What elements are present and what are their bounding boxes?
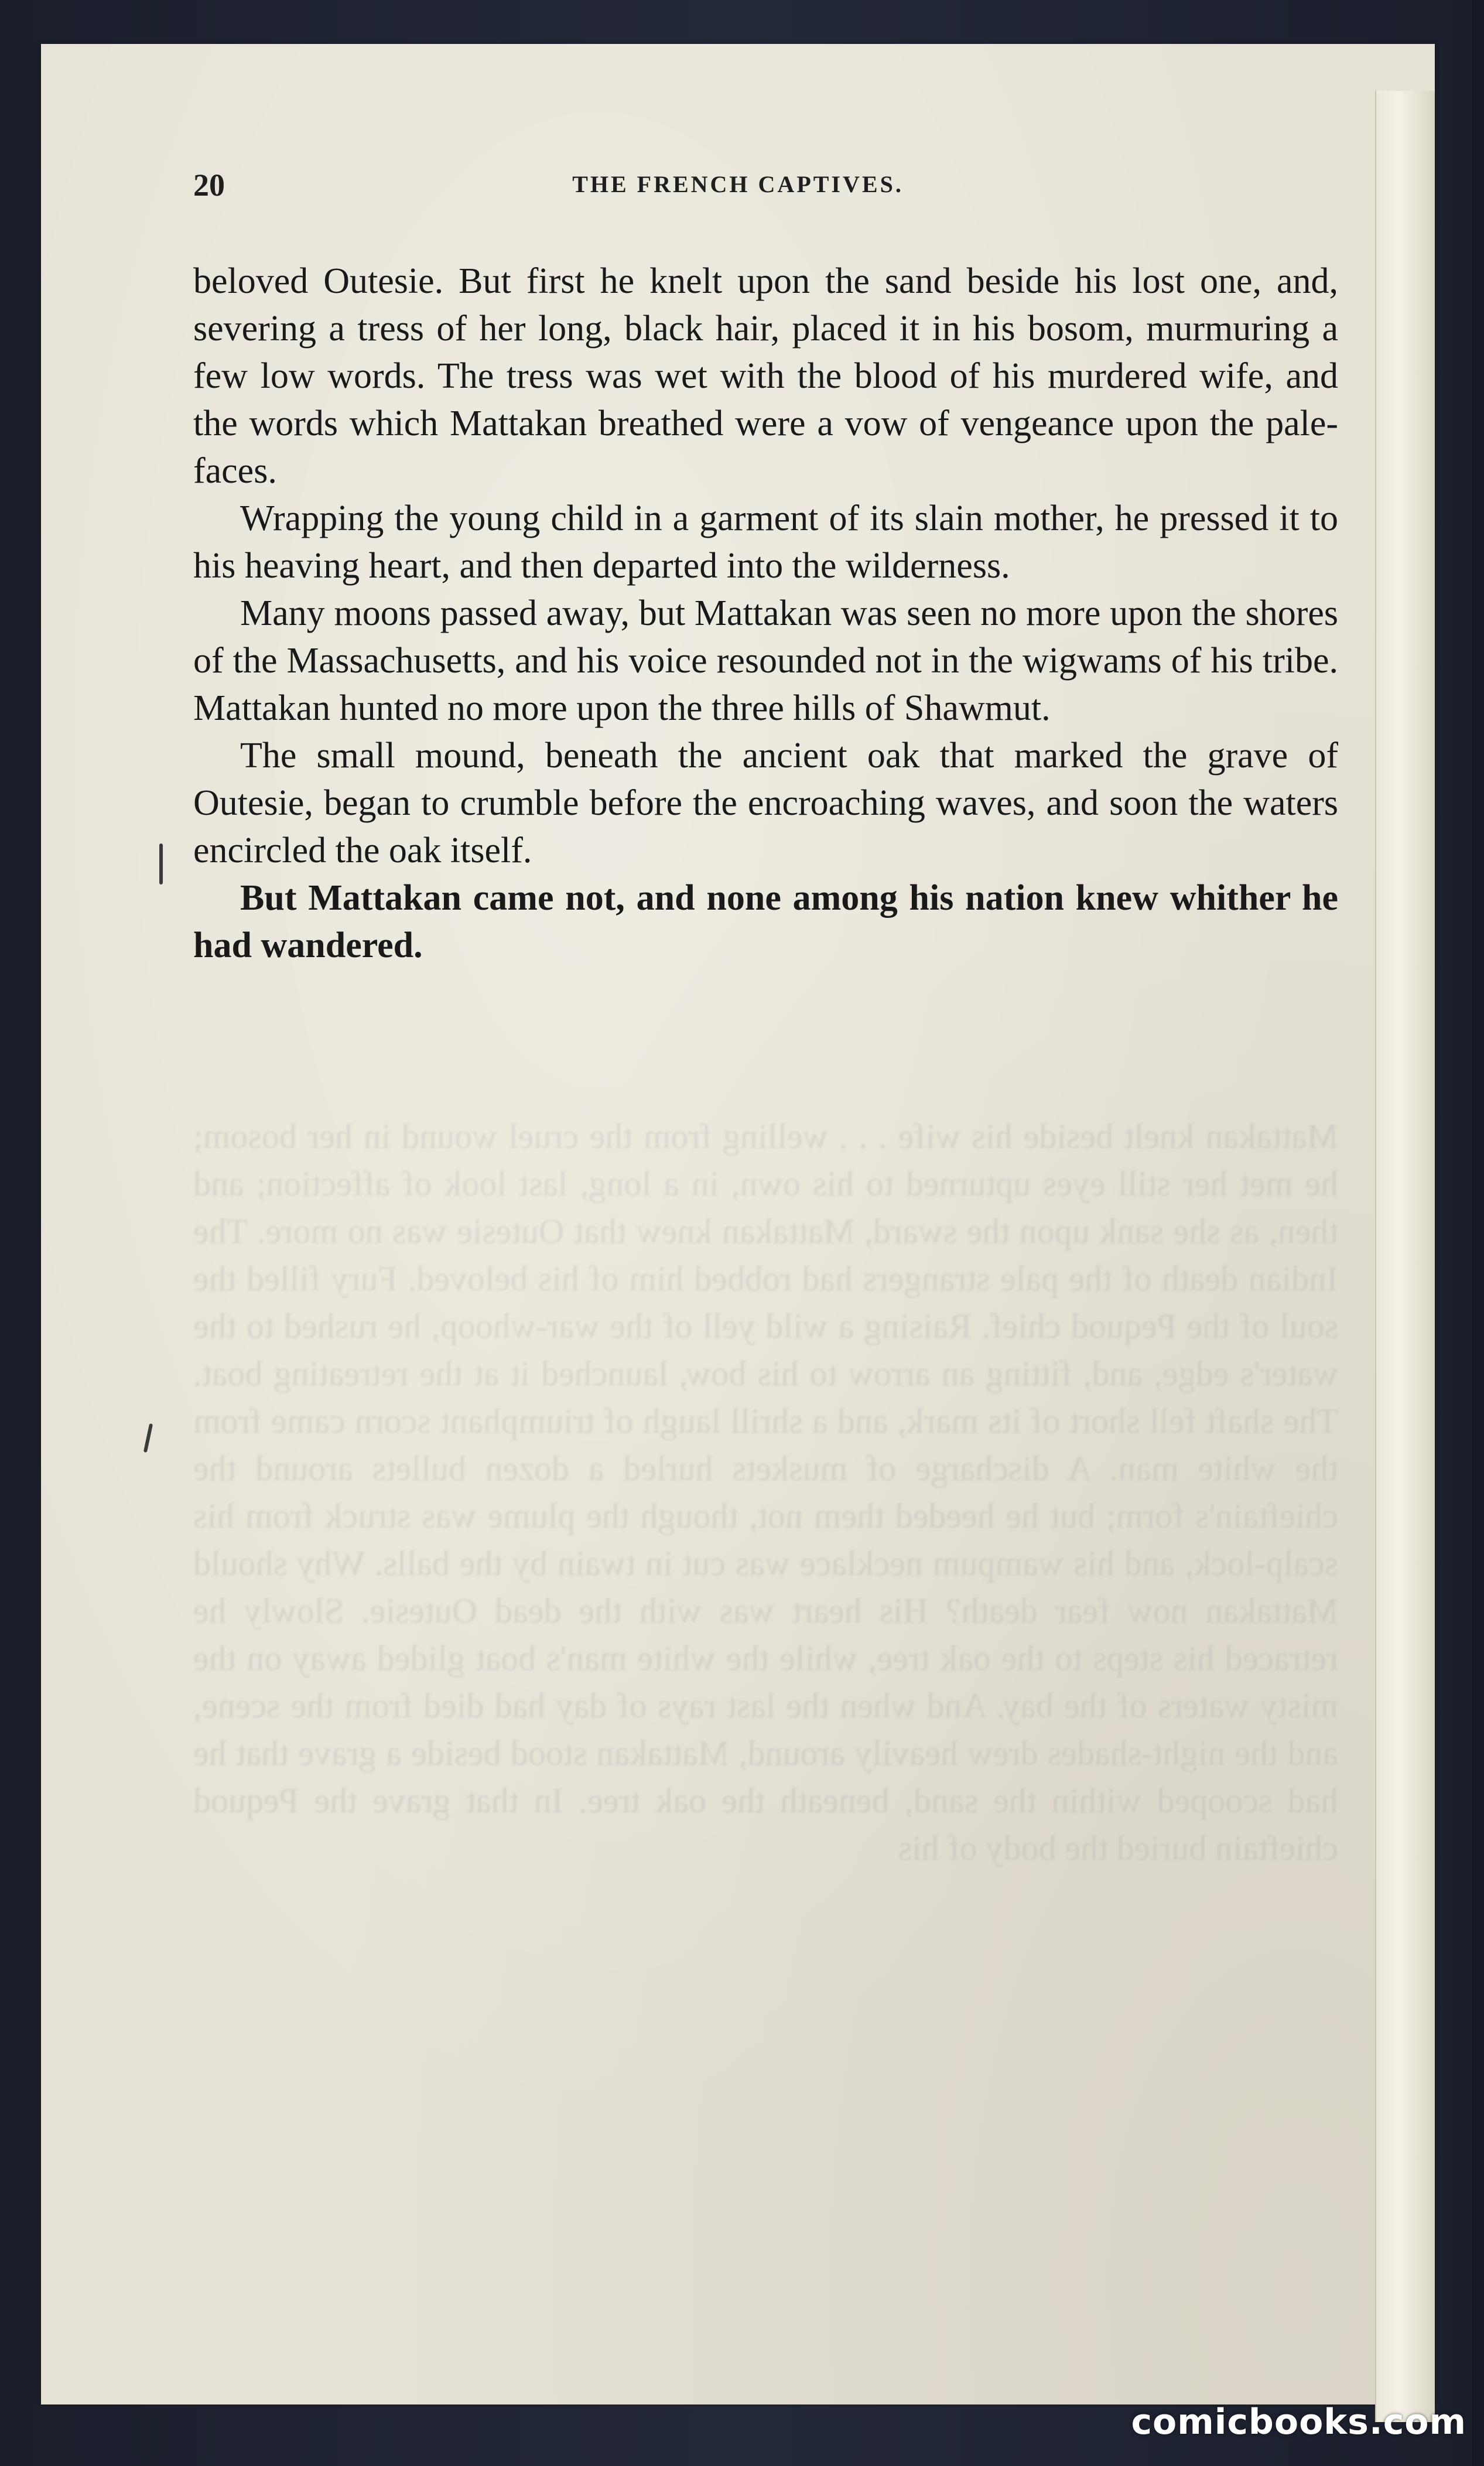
running-title: THE FRENCH CAPTIVES.: [572, 171, 904, 197]
paragraph: But Mattakan came not, and none among his nation knew whither he had wandered.: [193, 878, 1338, 965]
paragraph: beloved Outesie. But first he knelt upon the sand beside his lost one, and, severing a tress of her long, black hair, placed it in his bosom, murmuring a few low words. The tress was wet with the blood of his murdered wife, and the words which Mattakan breathed were a vow of vengeance upon the pale-faces.: [193, 261, 1338, 491]
paragraph: Many moons passed away, but Mattakan was seen no more upon the shores of the Massachusetts, and his voice resounded not in the wigwams of his tribe. Mattakan hunted no more upon the three hills of Shawmut.: [193, 593, 1338, 728]
page-header: [158, 167, 1318, 208]
book-spine-strip: [1472, 0, 1484, 2466]
bleed-through-text: Mattakan knelt beside his wife . . . welling from the cruel wound in her bosom; he met her still eyes upturned to his own, in a long, last look of affection; and then, as she sank upon the sward, Mattakan knew that Outesie was no more. The Indian death of the pale strangers had robbed him of his beloved. Fury filled the soul of the Pequod chief. Raising a wild yell of the war-whoop, he rushed to the water's edge, and, fitting an arrow to his bow, launched it at the retreating boat. The shaft fell short of its mark, and a shrill laugh of triumphant scorn came from the white man. A discharge of muskets hurled a dozen bullets around the chieftain's form; but he heeded them not, though the plume was struck from his scalp-lock, and his wampum necklace was cut in twain by the balls. Why should Mattakan now fear death? His heart was with the dead Outesie. Slowly he retraced his steps to the oak tree, while the white man's boat glided away on the misty waters of the bay. And when the last rays of day had died from the scene, and the night-shades drew heavily around, Mattakan stood beside a grave that he had scooped within the sand, beneath the oak tree. In that grave the Pequod chieftain buried the body of his: [193, 1117, 1338, 1867]
paragraph: The small mound, beneath the ancient oak that marked the grave of Outesie, began to crumble before the encroaching waves, and soon the waters encircled the oak itself.: [193, 736, 1338, 870]
paragraph: Wrapping the young child in a garment of its slain mother, he pressed it to his heaving heart, and then departed into the wilderness.: [193, 498, 1338, 586]
body-text: [193, 258, 1338, 969]
pencil-mark: [159, 843, 163, 884]
page-edge: [1375, 91, 1435, 2422]
watermark: comicbooks.com: [1131, 2402, 1466, 2443]
page-number: 20: [193, 168, 225, 203]
